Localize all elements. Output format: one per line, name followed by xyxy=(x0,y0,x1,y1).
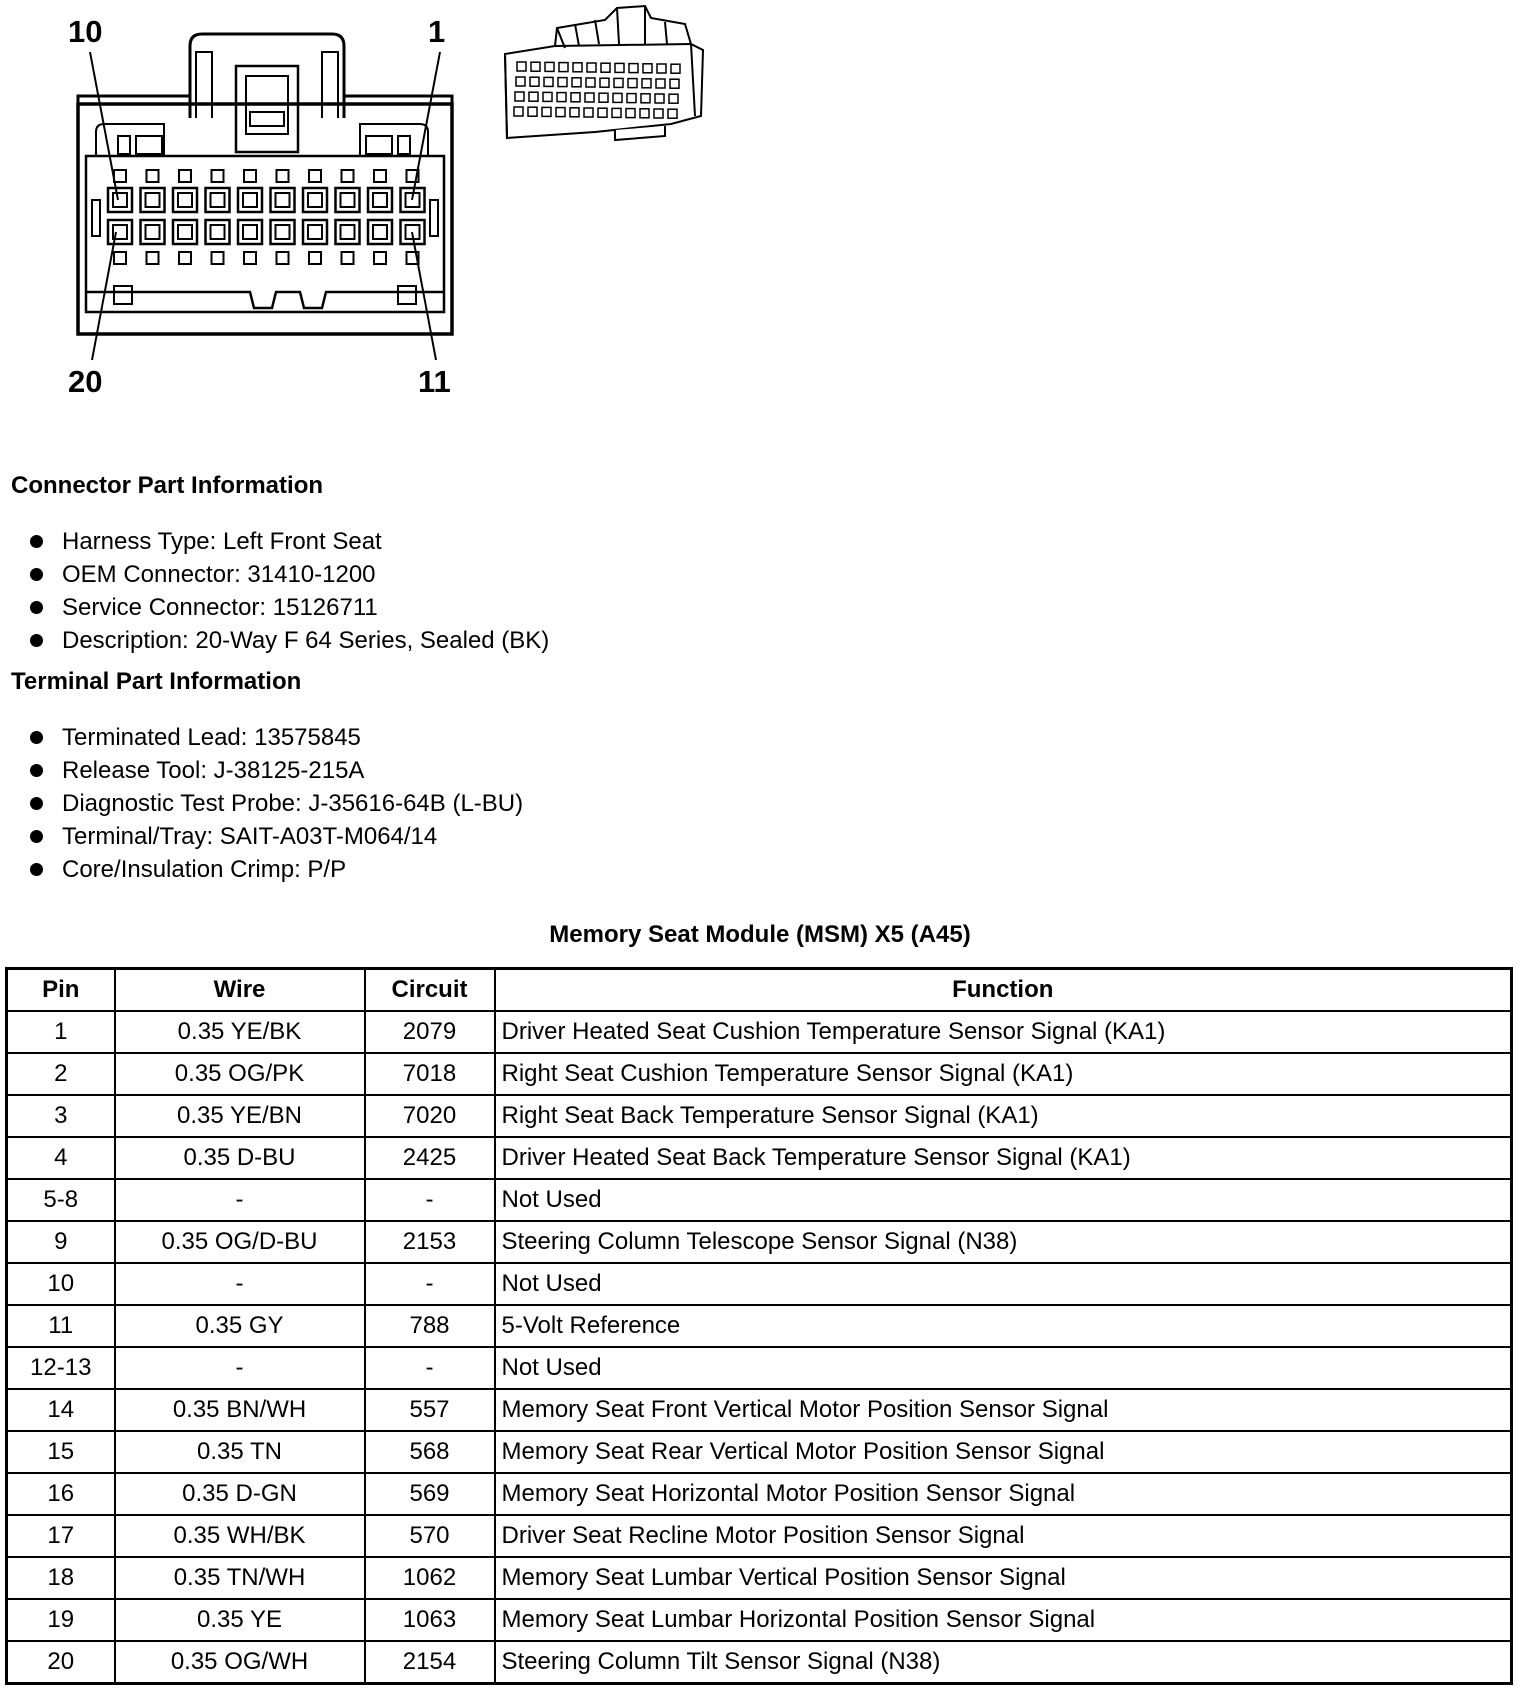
list-item: Diagnostic Test Probe: J-35616-64B (L-BU) xyxy=(30,787,523,820)
cell-wire: 0.35 OG/WH xyxy=(115,1641,365,1684)
cell-function: Not Used xyxy=(495,1179,1512,1221)
indicator-square xyxy=(179,252,191,264)
pin-cavity xyxy=(141,220,165,244)
cell-wire: 0.35 BN/WH xyxy=(115,1389,365,1431)
cell-function: Not Used xyxy=(495,1347,1512,1389)
table-row xyxy=(7,1473,1512,1515)
pin-cavity xyxy=(206,188,230,212)
cell-pin: 5-8 xyxy=(7,1179,115,1221)
cell-pin: 18 xyxy=(7,1557,115,1599)
cell-circuit: 1063 xyxy=(365,1599,495,1641)
cell-wire: 0.35 YE/BK xyxy=(115,1011,365,1053)
cell-function: Memory Seat Lumbar Horizontal Position Sensor Signal xyxy=(495,1599,1512,1641)
header-pin: Pin xyxy=(7,969,115,1012)
cell-pin: 14 xyxy=(7,1389,115,1431)
pin-cavity xyxy=(368,188,392,212)
cell-circuit: 557 xyxy=(365,1389,495,1431)
table-row xyxy=(7,1641,1512,1684)
cell-circuit: 2079 xyxy=(365,1011,495,1053)
cell-function: Driver Heated Seat Back Temperature Sensor Signal (KA1) xyxy=(495,1137,1512,1179)
cell-circuit: 2425 xyxy=(365,1137,495,1179)
connector-isometric-view xyxy=(495,4,715,154)
table-row xyxy=(7,1599,1512,1641)
bullet-icon xyxy=(30,601,43,614)
cell-pin: 4 xyxy=(7,1137,115,1179)
cell-function: Memory Seat Horizontal Motor Position Sensor Signal xyxy=(495,1473,1512,1515)
pinout-table xyxy=(5,967,1513,1685)
connector-part-list xyxy=(30,525,549,657)
cell-function: Driver Heated Seat Cushion Temperature Sensor Signal (KA1) xyxy=(495,1011,1512,1053)
list-item: Release Tool: J-38125-215A xyxy=(30,754,523,787)
cell-circuit: - xyxy=(365,1263,495,1305)
bullet-icon xyxy=(30,764,43,777)
indicator-square xyxy=(277,252,289,264)
indicator-square xyxy=(114,170,126,182)
table-row xyxy=(7,1221,1512,1263)
indicator-square xyxy=(179,170,191,182)
pin-label-1: 1 xyxy=(428,14,446,49)
table-row xyxy=(7,1389,1512,1431)
indicator-square xyxy=(342,170,354,182)
cell-wire: 0.35 OG/PK xyxy=(115,1053,365,1095)
indicator-square xyxy=(114,252,126,264)
pin-cavity xyxy=(206,220,230,244)
cell-circuit: 7018 xyxy=(365,1053,495,1095)
list-item: Harness Type: Left Front Seat xyxy=(30,525,549,558)
cell-wire: - xyxy=(115,1179,365,1221)
bullet-icon xyxy=(30,830,43,843)
cell-wire: 0.35 TN xyxy=(115,1431,365,1473)
cell-wire: 0.35 YE/BN xyxy=(115,1095,365,1137)
cell-function: Not Used xyxy=(495,1263,1512,1305)
cell-wire: 0.35 OG/D-BU xyxy=(115,1221,365,1263)
indicator-square xyxy=(244,252,256,264)
cell-circuit: 2154 xyxy=(365,1641,495,1684)
bullet-icon xyxy=(30,535,43,548)
indicator-square xyxy=(374,170,386,182)
cell-pin: 20 xyxy=(7,1641,115,1684)
cell-pin: 2 xyxy=(7,1053,115,1095)
cell-function: Memory Seat Front Vertical Motor Position Sensor Signal xyxy=(495,1389,1512,1431)
cell-circuit: - xyxy=(365,1179,495,1221)
list-item: Terminated Lead: 13575845 xyxy=(30,721,523,754)
cell-function: Steering Column Tilt Sensor Signal (N38) xyxy=(495,1641,1512,1684)
list-item: Core/Insulation Crimp: P/P xyxy=(30,853,523,886)
indicator-square xyxy=(212,252,224,264)
list-item: Service Connector: 15126711 xyxy=(30,591,549,624)
cell-wire: - xyxy=(115,1263,365,1305)
table-row xyxy=(7,1431,1512,1473)
cell-pin: 11 xyxy=(7,1305,115,1347)
pin-label-10: 10 xyxy=(68,14,103,49)
header-wire: Wire xyxy=(115,969,365,1012)
indicator-square xyxy=(374,252,386,264)
cell-function: Right Seat Cushion Temperature Sensor Signal (KA1) xyxy=(495,1053,1512,1095)
pin-label-20: 20 xyxy=(68,364,103,399)
table-row xyxy=(7,1305,1512,1347)
cell-pin: 17 xyxy=(7,1515,115,1557)
cell-circuit: 570 xyxy=(365,1515,495,1557)
cell-pin: 1 xyxy=(7,1011,115,1053)
table-row xyxy=(7,1095,1512,1137)
pin-cavity xyxy=(336,220,360,244)
bullet-icon xyxy=(30,863,43,876)
cell-wire: 0.35 WH/BK xyxy=(115,1515,365,1557)
indicator-square xyxy=(309,170,321,182)
cell-circuit: 568 xyxy=(365,1431,495,1473)
pin-cavity xyxy=(108,220,132,244)
table-row xyxy=(7,1137,1512,1179)
cell-function: Driver Seat Recline Motor Position Sensor Signal xyxy=(495,1515,1512,1557)
table-title: Memory Seat Module (MSM) X5 (A45) xyxy=(549,921,971,948)
pin-cavity xyxy=(336,188,360,212)
table-row xyxy=(7,1263,1512,1305)
indicator-square xyxy=(212,170,224,182)
cell-pin: 12-13 xyxy=(7,1347,115,1389)
terminal-part-heading: Terminal Part Information xyxy=(11,668,302,695)
pin-cavity xyxy=(238,188,262,212)
bullet-icon xyxy=(30,568,43,581)
bullet-icon xyxy=(30,634,43,647)
cell-pin: 16 xyxy=(7,1473,115,1515)
indicator-square xyxy=(342,252,354,264)
cell-wire: 0.35 GY xyxy=(115,1305,365,1347)
cell-wire: 0.35 TN/WH xyxy=(115,1557,365,1599)
header-function: Function xyxy=(495,969,1512,1012)
table-row xyxy=(7,1515,1512,1557)
cell-pin: 15 xyxy=(7,1431,115,1473)
cell-function: Right Seat Back Temperature Sensor Signal (KA1) xyxy=(495,1095,1512,1137)
indicator-square xyxy=(244,170,256,182)
pin-cavity xyxy=(303,188,327,212)
indicator-square xyxy=(277,170,289,182)
cell-wire: 0.35 D-BU xyxy=(115,1137,365,1179)
pin-cavity xyxy=(108,188,132,212)
table-row xyxy=(7,1347,1512,1389)
pin-cavity xyxy=(303,220,327,244)
table-row xyxy=(7,1179,1512,1221)
indicator-square xyxy=(147,252,159,264)
bullet-icon xyxy=(30,797,43,810)
cell-function: Steering Column Telescope Sensor Signal (N38) xyxy=(495,1221,1512,1263)
cell-circuit: - xyxy=(365,1347,495,1389)
table-row xyxy=(7,1053,1512,1095)
cell-wire: - xyxy=(115,1347,365,1389)
table-row xyxy=(7,1011,1512,1053)
pin-cavity xyxy=(271,220,295,244)
terminal-part-list xyxy=(30,721,523,886)
pin-cavity xyxy=(173,188,197,212)
pin-cavity xyxy=(238,220,262,244)
pin-cavity xyxy=(368,220,392,244)
pin-cavity xyxy=(141,188,165,212)
list-item: OEM Connector: 31410-1200 xyxy=(30,558,549,591)
bullet-icon xyxy=(30,731,43,744)
list-item: Terminal/Tray: SAIT-A03T-M064/14 xyxy=(30,820,523,853)
cell-circuit: 1062 xyxy=(365,1557,495,1599)
header-circuit: Circuit xyxy=(365,969,495,1012)
cell-circuit: 2153 xyxy=(365,1221,495,1263)
table-header-row xyxy=(7,969,1512,1012)
pin-label-11: 11 xyxy=(418,364,451,399)
indicator-square xyxy=(309,252,321,264)
cell-function: Memory Seat Lumbar Vertical Position Sensor Signal xyxy=(495,1557,1512,1599)
indicator-square xyxy=(147,170,159,182)
table-row xyxy=(7,1557,1512,1599)
cell-function: Memory Seat Rear Vertical Motor Position Sensor Signal xyxy=(495,1431,1512,1473)
pin-cavity xyxy=(271,188,295,212)
connector-face-diagram xyxy=(0,0,470,400)
cell-circuit: 569 xyxy=(365,1473,495,1515)
connector-part-heading: Connector Part Information xyxy=(11,472,324,499)
cell-pin: 19 xyxy=(7,1599,115,1641)
list-item: Description: 20-Way F 64 Series, Sealed (BK) xyxy=(30,624,549,657)
cell-wire: 0.35 D-GN xyxy=(115,1473,365,1515)
cell-pin: 10 xyxy=(7,1263,115,1305)
cell-pin: 9 xyxy=(7,1221,115,1263)
cell-circuit: 788 xyxy=(365,1305,495,1347)
cell-wire: 0.35 YE xyxy=(115,1599,365,1641)
cell-pin: 3 xyxy=(7,1095,115,1137)
cell-circuit: 7020 xyxy=(365,1095,495,1137)
cell-function: 5-Volt Reference xyxy=(495,1305,1512,1347)
pin-cavity xyxy=(173,220,197,244)
